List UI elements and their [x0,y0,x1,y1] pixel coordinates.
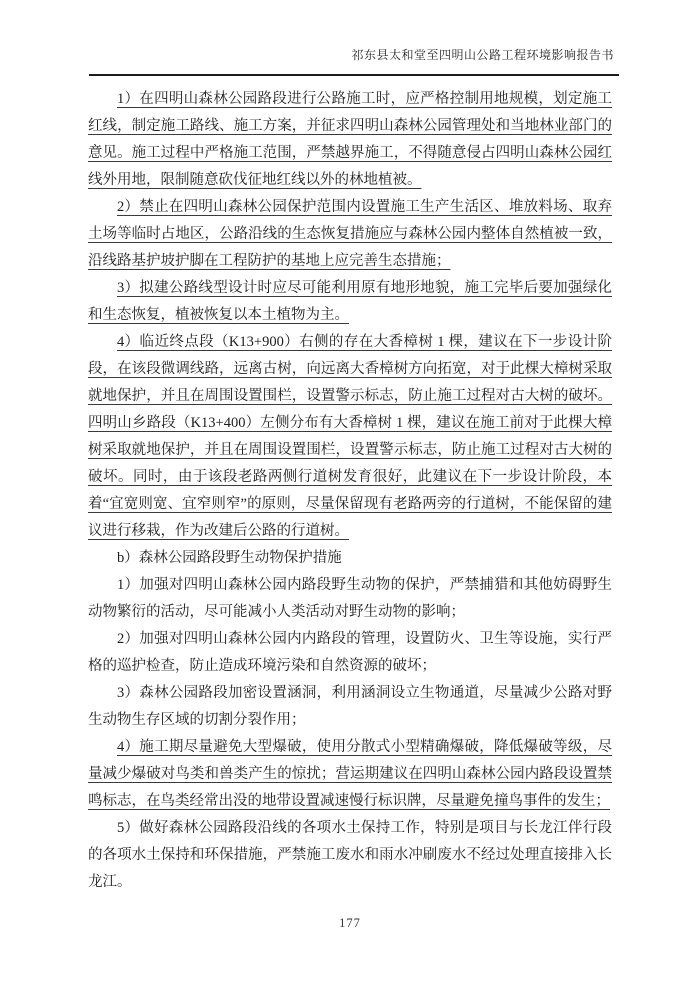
paragraph: 3）森林公园路段加密设置涵洞，利用涵洞设立生物通道，尽量减少公路对野生动物生存区域的切割分裂作用； [88,685,612,728]
paragraph: 4）临近终点段（K13+900）右侧的存在大香樟树 1 棵，建议在下一步设计阶段，在该段微调线路，远离古树，向远离大香樟树方向拓宽，对于此棵大樟树采取就地保护，并且在周围设置围栏，设置警示标志，防止施工过程对古大树的破坏。四明山乡路段（K13+400）左侧分布有大香樟树 1 棵，建议在施工前对于此棵大樟树采取就地保护，并且在周围设置围栏，设置警示标志，防止施工过程对古大树的破坏。同时，由于该段老路两侧行道树发育很好，此建议在下一步设计阶段，本着“宜宽则宽、宜窄则窄”的原则，尽量保留现有老路两旁的行道树，不能保留的建议进行移栽，作为改建后公路的行道树。 [88,334,612,539]
header-title: 祁东县太和堂至四明山公路工程环境影响报告书 [351,48,614,62]
paragraph: 2）禁止在四明山森林公园保护范围内设置施工生产生活区、堆放料场、取弃土场等临时占地区，公路沿线的生态恢复措施应与森林公园内整体自然植被一致，沿线路基护坡护脚在工程防护的基地上应完善生态措施； [88,199,612,269]
page-header [89,0,619,76]
paragraph: 2）加强对四明山森林公园内内路段的管理，设置防火、卫生等设施，实行严格的巡护检查，防止造成环境污染和自然资源的破坏； [88,631,612,674]
paragraph: 1）加强对四明山森林公园内路段野生动物的保护，严禁捕猎和其他妨碍野生动物繁衍的活动，尽可能减小人类活动对野生动物的影响； [88,577,612,620]
paragraph: b）森林公园路段野生动物保护措施 [117,550,342,566]
document-body [88,86,612,896]
paragraph: 4）施工期尽量避免大型爆破，使用分散式小型精确爆破，降低爆破等级，尽量减少爆破对鸟类和兽类产生的惊扰；营运期建议在四明山森林公园内路段设置禁鸣标志，在鸟类经常出没的地带设置减速慢行标识牌，尽量避免撞鸟事件的发生； [88,739,612,809]
paragraph: 1）在四明山森林公园路段进行公路施工时，应严格控制用地规模，划定施工红线，制定施工路线、施工方案，并征求四明山森林公园管理处和当地林业部门的意见。施工过程中严格施工范围，严禁越界施工，不得随意侵占四明山森林公园红线外用地，限制随意砍伐征地红线以外的林地植被。 [88,91,612,188]
paragraph: 3）拟建公路线型设计时应尽可能利用原有地形地貌，施工完毕后要加强绿化和生态恢复，植被恢复以本土植物为主。 [88,280,612,323]
page-number: 177 [339,916,361,930]
paragraph: 5）做好森林公园路段沿线的各项水土保持工作，特别是项目与长龙江伴行段的各项水土保持和环保措施，严禁施工废水和雨水冲刷废水不经过处理直接排入长龙江。 [88,820,612,890]
page-footer [0,916,700,931]
